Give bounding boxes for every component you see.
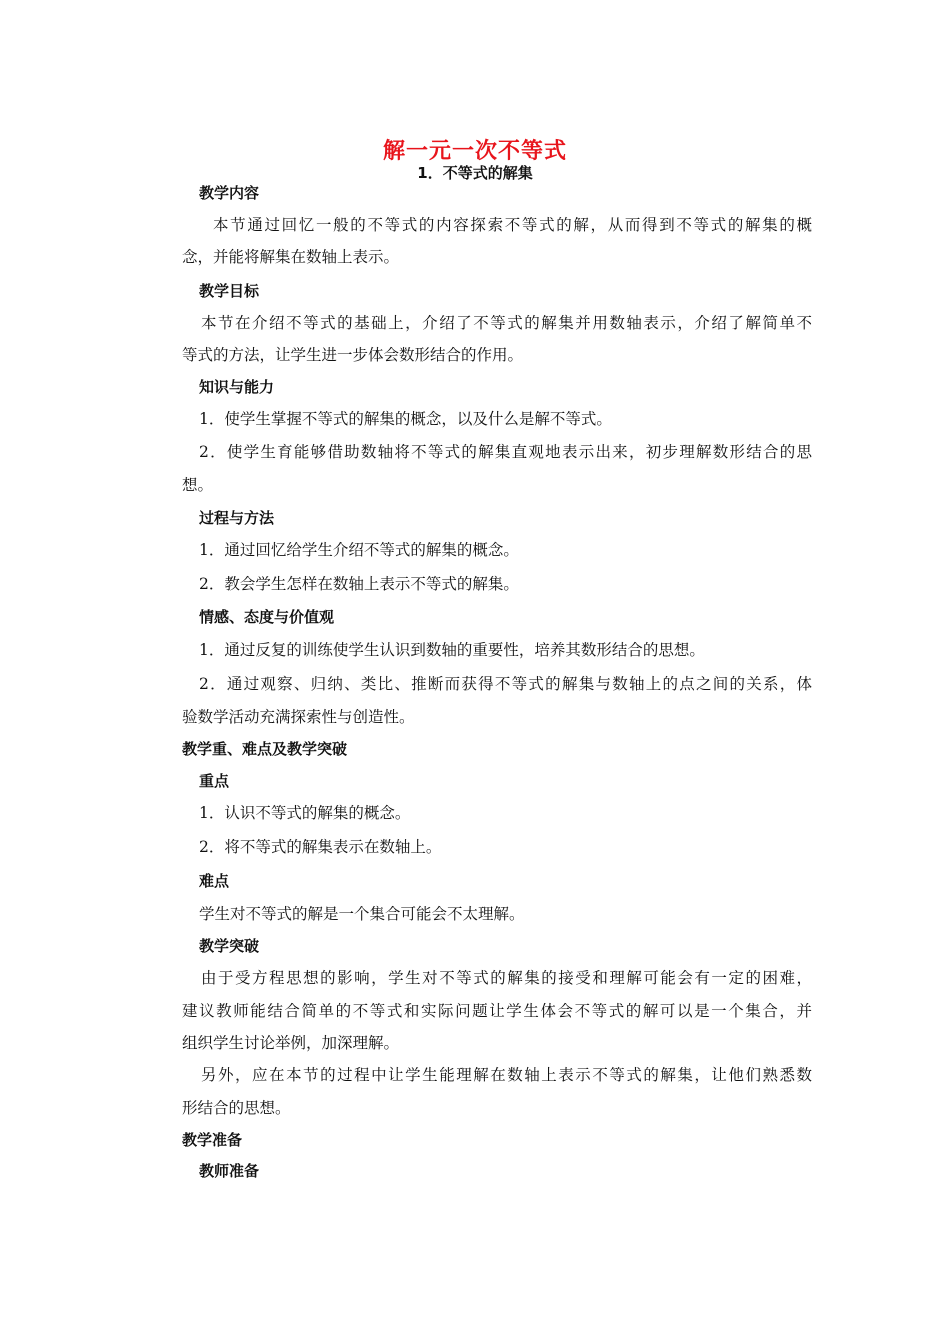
paragraph-line: 另外，应在本节的过程中让学生能理解在数轴上表示不等式的解集，让他们熟悉数 [201, 1066, 812, 1084]
heading-teaching-preparation: 教学准备 [182, 1131, 243, 1149]
heading-emotion-values: 情感、态度与价值观 [199, 608, 335, 626]
heading-teaching-goals: 教学目标 [199, 282, 260, 300]
paragraph-line: 组织学生讨论举例，加深理解。 [182, 1034, 400, 1052]
paragraph-line: 想。 [182, 476, 214, 494]
paragraph-line: 学生对不等式的解是一个集合可能会不太理解。 [199, 905, 525, 923]
paragraph-line: 由于受方程思想的影响，学生对不等式的解集的接受和理解可能会有一定的困难， [201, 969, 812, 987]
heading-teaching-breakthrough: 教学突破 [199, 937, 260, 955]
heading-process-method: 过程与方法 [199, 509, 275, 527]
paragraph-line: 建议教师能结合简单的不等式和实际问题让学生体会不等式的解可以是一个集合，并 [182, 1002, 812, 1020]
paragraph-line: 本节在介绍不等式的基础上，介绍了不等式的解集并用数轴表示，介绍了解简单不 [201, 314, 812, 332]
list-item: 2．使学生育能够借助数轴将不等式的解集直观地表示出来，初步理解数形结合的思 [199, 443, 812, 461]
heading-teacher-preparation: 教师准备 [199, 1162, 260, 1180]
paragraph-line: 形结合的思想。 [182, 1099, 291, 1117]
document-title: 解一元一次不等式 [382, 139, 567, 164]
list-item: 1．使学生掌握不等式的解集的概念，以及什么是解不等式。 [199, 410, 612, 428]
document-subtitle: 1．不等式的解集 [417, 164, 533, 182]
heading-knowledge-ability: 知识与能力 [199, 378, 275, 396]
list-item: 1．通过回忆给学生介绍不等式的解集的概念。 [199, 541, 519, 559]
paragraph-line: 验数学活动充满探索性与创造性。 [182, 708, 415, 726]
heading-key-points: 重点 [199, 772, 230, 790]
heading-key-difficult-points: 教学重、难点及教学突破 [182, 740, 348, 758]
paragraph-line: 等式的方法，让学生进一步体会数形结合的作用。 [182, 346, 524, 364]
list-item: 1．通过反复的训练使学生认识到数轴的重要性，培养其数形结合的思想。 [199, 641, 705, 659]
heading-teaching-content: 教学内容 [199, 184, 260, 202]
list-item: 2．将不等式的解集表示在数轴上。 [199, 838, 442, 856]
list-item: 2．教会学生怎样在数轴上表示不等式的解集。 [199, 575, 519, 593]
heading-difficult-points: 难点 [199, 872, 230, 890]
list-item: 1．认识不等式的解集的概念。 [199, 804, 411, 822]
paragraph-line: 念，并能将解集在数轴上表示。 [182, 248, 400, 266]
list-item: 2．通过观察、归纳、类比、推断而获得不等式的解集与数轴上的点之间的关系，体 [199, 675, 812, 693]
paragraph-line: 本节通过回忆一般的不等式的内容探索不等式的解，从而得到不等式的解集的概 [213, 216, 812, 234]
